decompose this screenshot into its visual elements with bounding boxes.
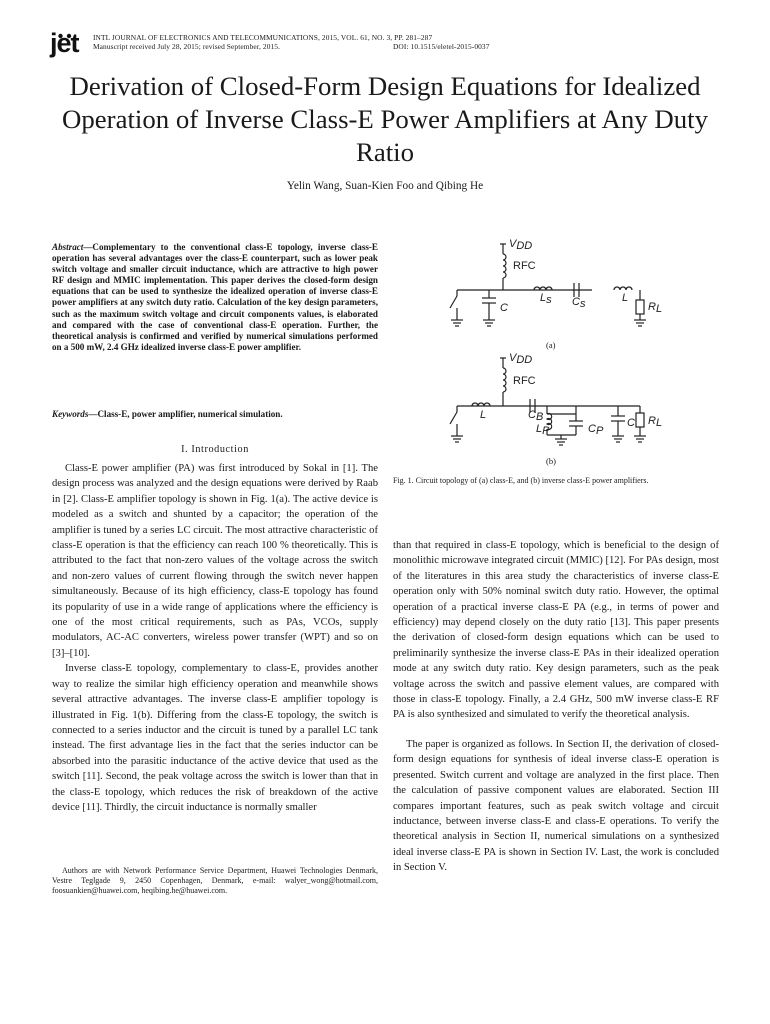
author-footnote bbox=[52, 866, 378, 896]
label-cp-b: CP bbox=[588, 423, 604, 437]
section-heading: I. Introduction bbox=[181, 444, 249, 455]
circuit-diagrams bbox=[440, 238, 680, 468]
label-rfc-b: RFC bbox=[513, 375, 536, 387]
label-rl-b: RL bbox=[648, 415, 663, 429]
journal-logo: jet bbox=[50, 28, 79, 58]
paper-title: Derivation of Closed-Form Design Equations for Idealized Operation of Inverse Class-E Power Amplifiers at Any Duty Ratio bbox=[62, 71, 708, 167]
label-cs-a: Cs bbox=[572, 296, 586, 310]
label-ls-a: Ls bbox=[540, 292, 552, 306]
label-rfc-a: RFC bbox=[513, 260, 536, 272]
keywords-text: —Class-E, power amplifier, numerical simulation. bbox=[88, 409, 283, 419]
keywords-label: Keywords bbox=[52, 409, 89, 419]
abstract bbox=[52, 242, 378, 353]
figure-circuits bbox=[440, 238, 680, 468]
right-column-text bbox=[393, 538, 719, 876]
intro-paragraph: Class-E power amplifier (PA) was first introduced by Sokal in [1]. The design process was analyzed and the design equations were derived by Raab in [2]. Class-E amplifier topology is shown in Fig. 1(a). The active device is modeled as a switch and shunted by a capacitor; the operation of the amplifier is tuned by a series LC circuit. The most attractive characteristic of class-E operation is that the efficiency can reach 100 % theoretically. This is attributed to the fact that non-zero values of the voltage across the switch and non-zero values of current flowing through the switch never happen simultaneously. Because of its high efficiency, class-E topology has found its popularity of use in a wide range of applications where the efficiency is one of the most critical requirements, such as PAs, VCOs, supply modulators, AC-AC converters, wireless power transfer (WPT) and so on [3]–[10]. bbox=[52, 463, 378, 659]
label-rl-a: RL bbox=[648, 301, 663, 315]
intro-paragraph: Inverse class-E topology, complementary to class-E, provides another way to realize the similar high efficiency operation and meanwhile shows several attractive advantages. The inverse class-E amplifier topology is illustrated in Fig. 1(b). Differing from the class-E topology, the switch is connected to a series inductor and the circuit is tuned by a parallel LC tank instead. The first advantage lies in the fact that the series inductor can be absorbed into the parasitic inductance of the active device that used as the switch [11]. Second, the peak voltage across the switch is lower than that in the class-E topology, which reduces the risk of breakdown of the active device [11]. Thirdly, the circuit inductance is normally smaller bbox=[52, 663, 378, 813]
journal-header-line1: INTL JOURNAL OF ELECTRONICS AND TELECOMMUNICATIONS, 2015, VOL. 61, NO. 3, PP. 281–287 bbox=[93, 33, 433, 42]
doi: DOI: 10.1515/eletel-2015-0037 bbox=[393, 42, 490, 51]
figure-label-b: (b) bbox=[546, 456, 556, 466]
label-c-b: C bbox=[627, 417, 635, 429]
label-vdd-b: VDD bbox=[509, 352, 533, 366]
figure-label-a: (a) bbox=[546, 340, 556, 350]
label-vdd-a: VDD bbox=[509, 238, 533, 252]
abstract-label: Abstract bbox=[52, 242, 84, 252]
label-lp-b: LP bbox=[536, 423, 550, 437]
intro-text bbox=[52, 461, 378, 815]
figure-caption: Fig. 1. Circuit topology of (a) class-E, and (b) inverse class-E power amplifiers. bbox=[393, 476, 649, 485]
journal-header-line2: Manuscript received July 28, 2015; revised September, 2015. bbox=[93, 42, 281, 51]
keywords bbox=[52, 409, 378, 420]
label-l-b: L bbox=[480, 409, 487, 421]
footnote-text: Authors are with Network Performance Service Department, Huawei Technologies Denmark, Vestre Teglgade 9, 2450 Copenhagen, Denmark, e-mail: walyer_wong@hotmail.com, foosuankien@huawei.com, heqibing.he@huawei.com. bbox=[52, 866, 378, 895]
label-c-a: C bbox=[500, 302, 508, 314]
label-l-a: L bbox=[622, 292, 629, 304]
body-paragraph: The paper is organized as follows. In Section II, the derivation of closed-form design equations for synthesis of ideal inverse class-E operation is presented. Switch current and voltage are analyzed in the first place. Then the calculation of passive component values are elaborated. Section III compares important features, such as peak switch voltage and circuit inductance, between inverse class-E and class-E operations. To verify the theoretical analysis in Section II, numerical simulations on a synthesized ideal inverse class-E PA is shown in Section IV. Last, the work is concluded in Section V. bbox=[393, 738, 719, 874]
authors: Yelin Wang, Suan-Kien Foo and Qibing He bbox=[286, 180, 484, 192]
body-paragraph: than that required in class-E topology, which is beneficial to the design of monolithic microwave integrated circuit (MMIC) [12]. For PAs design, most of the literatures in this area study the characteristics of inverse class-E operation only with 50% nominal switch duty ratio. However, the optimal operation of a practical inverse class-E PA (e.g., in terms of power and efficiency) may depend closely on the duty ratio [13]. This paper presents the derivation of closed-form design equations which can be used to preliminarily synthesize the inverse class-E PAs in their idealized operation mode at any switch duty ratio. Key design parameters, such as the peak voltage across the switch and passive element values, are compared with those in class-E topology. Finally, a 2.4 GHz, 500 mW inverse class-E RF PA is also synthesized and simulated to verify the theoretical analysis. bbox=[393, 540, 719, 721]
abstract-text: —Complementary to the conventional class-E topology, inverse class-E operation has several advantages over the class-E counterpart, such as lower peak switch voltage and smaller circuit inductance, which are attractive to high power RF design and MMIC implementation. This paper derives the closed-form design equations that can be used to synthesize the idealized operation of inverse class-E power amplifiers at any switch duty ratio. Calculation of the key design parameters, such as the maximum switch voltage and circuit components values, is elaborated and compared with the case of conventional class-E operation. Further, the theoretical analysis is confirmed and verified by numerical simulations performed on a 500 mW, 2.4 GHz idealized inverse class-E power amplifier. bbox=[52, 242, 378, 352]
label-cb-b: CB bbox=[528, 409, 544, 423]
